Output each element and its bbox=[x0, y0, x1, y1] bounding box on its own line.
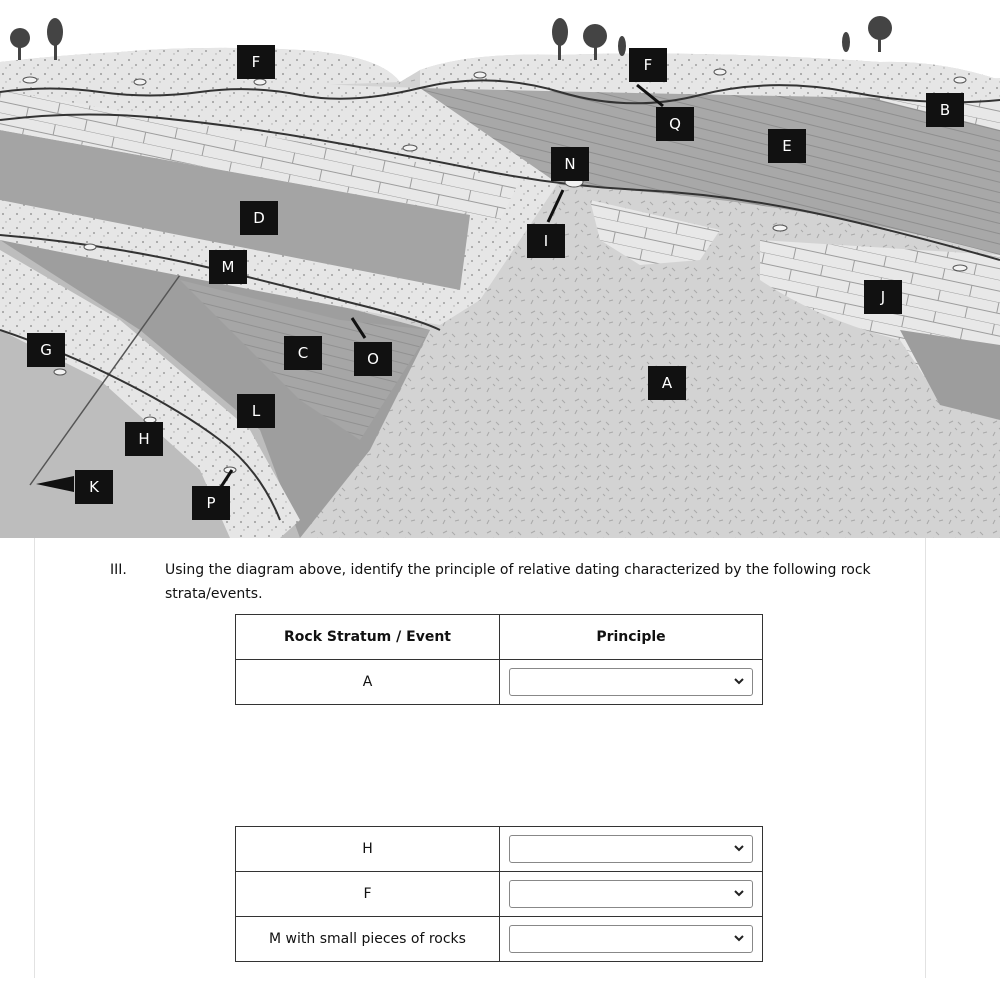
label-i: I bbox=[527, 224, 565, 258]
principle-select-m[interactable] bbox=[509, 925, 753, 953]
question-text: Using the diagram above, identify the principle of relative dating characterized by the following rock strata/events. bbox=[165, 562, 871, 602]
header-rock-stratum: Rock Stratum / Event bbox=[236, 615, 500, 660]
row-event-f: F bbox=[236, 872, 500, 917]
row-event-m: M with small pieces of rocks bbox=[236, 917, 500, 962]
label-g: G bbox=[27, 333, 65, 367]
principle-select-h[interactable] bbox=[509, 835, 753, 863]
label-f-right: F bbox=[629, 48, 667, 82]
label-f-left: F bbox=[237, 45, 275, 79]
label-l: L bbox=[237, 394, 275, 428]
label-e: E bbox=[768, 129, 806, 163]
table-header-row bbox=[236, 615, 763, 660]
question-number: III. bbox=[110, 562, 127, 578]
chevron-down-icon bbox=[732, 841, 746, 855]
label-b: B bbox=[926, 93, 964, 127]
chevron-down-icon bbox=[732, 931, 746, 945]
label-n: N bbox=[551, 147, 589, 181]
principle-table-2 bbox=[235, 826, 763, 962]
label-j: J bbox=[864, 280, 902, 314]
table-row bbox=[236, 660, 763, 705]
label-p: P bbox=[192, 486, 230, 520]
label-o: O bbox=[354, 342, 392, 376]
label-d: D bbox=[240, 201, 278, 235]
label-h: H bbox=[125, 422, 163, 456]
label-c: C bbox=[284, 336, 322, 370]
row-event-h: H bbox=[236, 827, 500, 872]
row-event-a: A bbox=[236, 660, 500, 705]
principle-select-f[interactable] bbox=[509, 880, 753, 908]
header-principle: Principle bbox=[500, 615, 763, 660]
label-q: Q bbox=[656, 107, 694, 141]
table-row bbox=[236, 872, 763, 917]
chevron-down-icon bbox=[732, 674, 746, 688]
table-row bbox=[236, 827, 763, 872]
chevron-down-icon bbox=[732, 886, 746, 900]
table-row bbox=[236, 917, 763, 962]
question-block bbox=[110, 558, 910, 606]
label-k: K bbox=[75, 470, 113, 504]
principle-table-1 bbox=[235, 614, 763, 705]
principle-select-a[interactable] bbox=[509, 668, 753, 696]
label-a: A bbox=[648, 366, 686, 400]
label-m: M bbox=[209, 250, 247, 284]
